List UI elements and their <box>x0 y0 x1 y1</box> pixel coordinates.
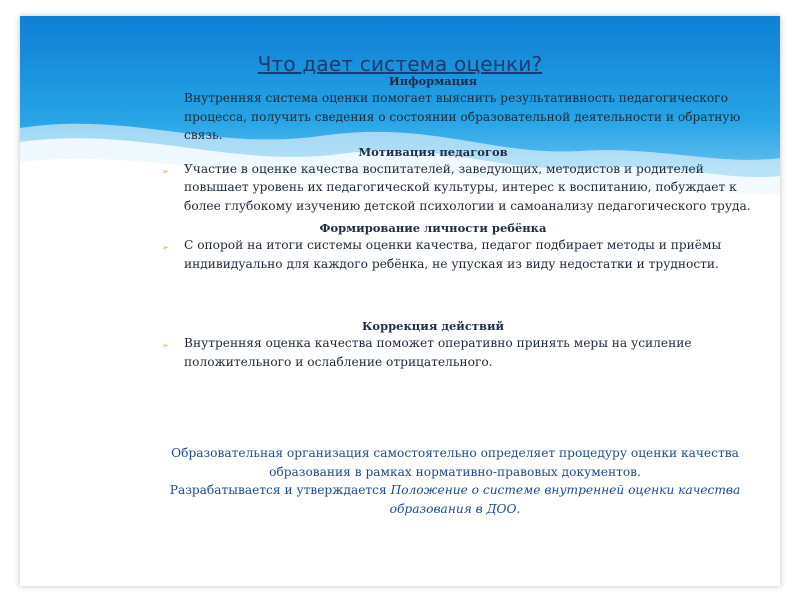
section-text: Внутренняя система оценки помогает выяснить результативность педагогического процесса, получить сведения о состоянии образовательной деятельности и обратную связь. <box>184 91 741 142</box>
bullet-icon: ➢ <box>162 166 169 176</box>
section-heading: Информация <box>388 74 478 88</box>
section-correction <box>152 319 758 371</box>
section-paragraph <box>152 334 758 371</box>
footer-line-1: Образовательная организация самостоятельно определяет процедуру оценки качества образования в рамках нормативно-правовых документов. <box>171 446 739 479</box>
slide-title: Что дает система оценки? <box>257 52 543 76</box>
section-heading: Формирование личности ребёнка <box>319 221 547 235</box>
section-text: Участие в оценке качества воспитателей, заведующих, методистов и родителей повышает уровень их педагогической культуры, интерес к воспитанию, побуждает к более глубокому изучению детской психологии и самоанализу педагогического труда. <box>184 161 751 213</box>
section-paragraph <box>152 160 758 216</box>
section-paragraph <box>152 236 758 273</box>
footer-line-2-prefix: Разрабатывается и утверждается <box>169 483 391 497</box>
bullet-icon: ➢ <box>162 341 169 350</box>
document-title: Положение о системе внутренней оценки качества образования в ДОО. <box>389 483 741 516</box>
section-text: Внутренняя оценка качества поможет оперативно принять меры на усиление положительного и ослабление отрицательного. <box>184 336 692 369</box>
section-heading: Мотивация педагогов <box>358 144 508 159</box>
footer-line-2 <box>152 481 758 518</box>
section-heading: Коррекция действий <box>361 319 505 333</box>
section-motivation <box>152 145 758 216</box>
footer-note <box>152 444 758 518</box>
content-area <box>152 74 758 371</box>
section-information <box>152 74 758 145</box>
bullet-icon: ➢ <box>162 243 169 252</box>
section-text: С опорой на итоги системы оценки качества, педагог подбирает методы и приёмы индивидуально для каждого ребёнка, не упуская из виду недостатки и трудности. <box>184 238 722 271</box>
section-personality <box>152 221 758 273</box>
